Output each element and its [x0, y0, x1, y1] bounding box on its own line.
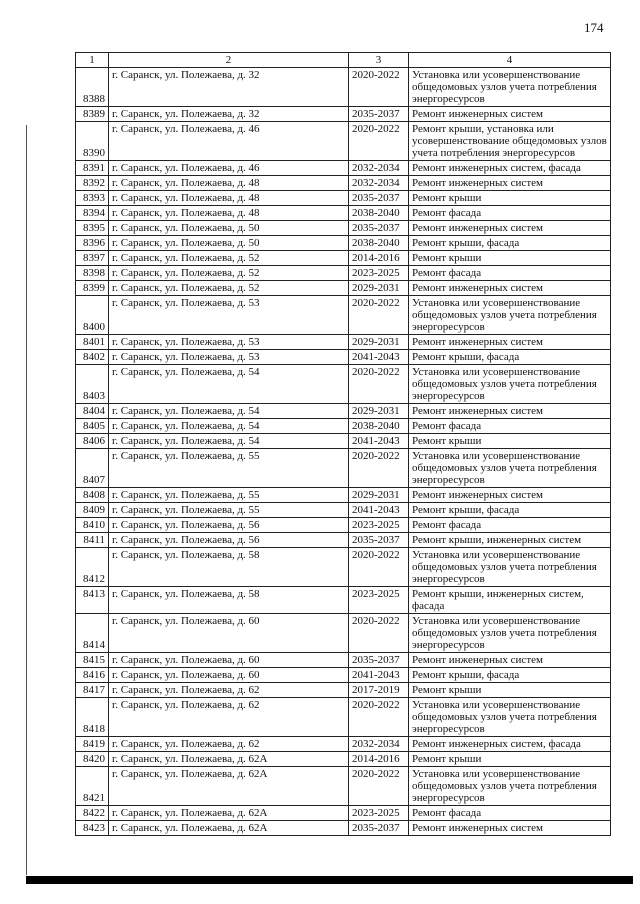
row-address: г. Саранск, ул. Полежаева, д. 54	[109, 365, 349, 404]
row-number: 8392	[76, 176, 109, 191]
row-number: 8394	[76, 206, 109, 221]
row-period: 2020-2022	[349, 698, 409, 737]
row-address: г. Саранск, ул. Полежаева, д. 56	[109, 518, 349, 533]
table-row	[76, 350, 611, 365]
row-number: 8413	[76, 587, 109, 614]
row-number: 8406	[76, 434, 109, 449]
row-work-type: Установка или усовершенствование общедомовых узлов учета потребления энергоресурсов	[409, 68, 611, 107]
row-address: г. Саранск, ул. Полежаева, д. 48	[109, 206, 349, 221]
row-number: 8414	[76, 614, 109, 653]
row-period: 2020-2022	[349, 767, 409, 806]
row-number: 8389	[76, 107, 109, 122]
row-period: 2020-2022	[349, 614, 409, 653]
scan-bottom-edge	[26, 876, 633, 884]
row-address: г. Саранск, ул. Полежаева, д. 52	[109, 281, 349, 296]
row-number: 8404	[76, 404, 109, 419]
row-number: 8403	[76, 365, 109, 404]
row-period: 2020-2022	[349, 296, 409, 335]
row-address: г. Саранск, ул. Полежаева, д. 62	[109, 698, 349, 737]
table-row	[76, 767, 611, 806]
column-header: 3	[349, 53, 409, 68]
table-row	[76, 587, 611, 614]
row-number: 8402	[76, 350, 109, 365]
row-number: 8422	[76, 806, 109, 821]
table-row	[76, 737, 611, 752]
row-work-type: Ремонт инженерных систем	[409, 281, 611, 296]
table-header-row	[76, 53, 611, 68]
table-row	[76, 236, 611, 251]
row-address: г. Саранск, ул. Полежаева, д. 62	[109, 737, 349, 752]
row-address: г. Саранск, ул. Полежаева, д. 62А	[109, 821, 349, 836]
row-number: 8399	[76, 281, 109, 296]
row-work-type: Установка или усовершенствование общедомовых узлов учета потребления энергоресурсов	[409, 698, 611, 737]
table-row	[76, 449, 611, 488]
row-number: 8417	[76, 683, 109, 698]
table-row	[76, 698, 611, 737]
row-address: г. Саранск, ул. Полежаева, д. 62А	[109, 752, 349, 767]
row-period: 2041-2043	[349, 434, 409, 449]
row-work-type: Ремонт крыши, фасада	[409, 503, 611, 518]
table-row	[76, 752, 611, 767]
row-number: 8423	[76, 821, 109, 836]
row-work-type: Ремонт инженерных систем, фасада	[409, 737, 611, 752]
row-period: 2023-2025	[349, 587, 409, 614]
table-row	[76, 191, 611, 206]
row-work-type: Установка или усовершенствование общедомовых узлов учета потребления энергоресурсов	[409, 548, 611, 587]
table-row	[76, 161, 611, 176]
row-number: 8388	[76, 68, 109, 107]
row-address: г. Саранск, ул. Полежаева, д. 54	[109, 434, 349, 449]
row-address: г. Саранск, ул. Полежаева, д. 46	[109, 122, 349, 161]
row-period: 2014-2016	[349, 251, 409, 266]
row-period: 2038-2040	[349, 206, 409, 221]
row-work-type: Ремонт крыши, фасада	[409, 668, 611, 683]
repair-schedule-table	[75, 52, 611, 836]
row-work-type: Ремонт инженерных систем	[409, 821, 611, 836]
row-number: 8407	[76, 449, 109, 488]
row-address: г. Саранск, ул. Полежаева, д. 55	[109, 449, 349, 488]
row-period: 2035-2037	[349, 821, 409, 836]
table-row	[76, 518, 611, 533]
row-period: 2023-2025	[349, 518, 409, 533]
table-row	[76, 503, 611, 518]
row-number: 8391	[76, 161, 109, 176]
row-work-type: Ремонт крыши	[409, 752, 611, 767]
row-address: г. Саранск, ул. Полежаева, д. 58	[109, 587, 349, 614]
row-work-type: Ремонт инженерных систем	[409, 176, 611, 191]
row-period: 2020-2022	[349, 365, 409, 404]
row-period: 2035-2037	[349, 533, 409, 548]
row-address: г. Саранск, ул. Полежаева, д. 62А	[109, 767, 349, 806]
row-address: г. Саранск, ул. Полежаева, д. 48	[109, 191, 349, 206]
row-number: 8411	[76, 533, 109, 548]
row-period: 2029-2031	[349, 281, 409, 296]
row-period: 2038-2040	[349, 236, 409, 251]
page-number: 174	[584, 20, 604, 35]
row-period: 2020-2022	[349, 68, 409, 107]
row-address: г. Саранск, ул. Полежаева, д. 60	[109, 614, 349, 653]
table-row	[76, 821, 611, 836]
table-row	[76, 221, 611, 236]
row-period: 2032-2034	[349, 176, 409, 191]
row-address: г. Саранск, ул. Полежаева, д. 53	[109, 350, 349, 365]
row-period: 2023-2025	[349, 806, 409, 821]
row-period: 2020-2022	[349, 548, 409, 587]
table-row	[76, 806, 611, 821]
row-address: г. Саранск, ул. Полежаева, д. 54	[109, 404, 349, 419]
row-work-type: Установка или усовершенствование общедомовых узлов учета потребления энергоресурсов	[409, 449, 611, 488]
row-work-type: Ремонт инженерных систем	[409, 221, 611, 236]
row-work-type: Ремонт фасада	[409, 806, 611, 821]
row-address: г. Саранск, ул. Полежаева, д. 32	[109, 68, 349, 107]
row-work-type: Ремонт крыши, инженерных систем, фасада	[409, 587, 611, 614]
row-work-type: Ремонт крыши	[409, 191, 611, 206]
row-number: 8412	[76, 548, 109, 587]
row-work-type: Установка или усовершенствование общедомовых узлов учета потребления энергоресурсов	[409, 767, 611, 806]
row-work-type: Ремонт инженерных систем, фасада	[409, 161, 611, 176]
row-number: 8418	[76, 698, 109, 737]
row-address: г. Саранск, ул. Полежаева, д. 46	[109, 161, 349, 176]
row-period: 2035-2037	[349, 107, 409, 122]
row-work-type: Ремонт крыши	[409, 434, 611, 449]
row-number: 8408	[76, 488, 109, 503]
table-row	[76, 533, 611, 548]
row-period: 2020-2022	[349, 122, 409, 161]
row-number: 8395	[76, 221, 109, 236]
row-work-type: Ремонт инженерных систем	[409, 488, 611, 503]
table-row	[76, 266, 611, 281]
row-number: 8409	[76, 503, 109, 518]
row-number: 8410	[76, 518, 109, 533]
table-row	[76, 488, 611, 503]
row-address: г. Саранск, ул. Полежаева, д. 62А	[109, 806, 349, 821]
table-row	[76, 176, 611, 191]
row-work-type: Ремонт фасада	[409, 266, 611, 281]
column-header: 4	[409, 53, 611, 68]
row-address: г. Саранск, ул. Полежаева, д. 32	[109, 107, 349, 122]
table-row	[76, 122, 611, 161]
row-period: 2014-2016	[349, 752, 409, 767]
row-period: 2041-2043	[349, 350, 409, 365]
row-address: г. Саранск, ул. Полежаева, д. 60	[109, 668, 349, 683]
row-number: 8421	[76, 767, 109, 806]
table-row	[76, 404, 611, 419]
row-number: 8401	[76, 335, 109, 350]
row-number: 8390	[76, 122, 109, 161]
row-period: 2023-2025	[349, 266, 409, 281]
table-row	[76, 68, 611, 107]
row-work-type: Установка или усовершенствование общедомовых узлов учета потребления энергоресурсов	[409, 365, 611, 404]
row-address: г. Саранск, ул. Полежаева, д. 56	[109, 533, 349, 548]
row-period: 2035-2037	[349, 221, 409, 236]
row-period: 2035-2037	[349, 653, 409, 668]
column-header: 2	[109, 53, 349, 68]
scan-left-edge	[26, 125, 27, 875]
row-work-type: Ремонт крыши, установка или усовершенствование общедомовых узлов учета потребления энергоресурсов	[409, 122, 611, 161]
table-row	[76, 296, 611, 335]
row-address: г. Саранск, ул. Полежаева, д. 55	[109, 488, 349, 503]
row-number: 8396	[76, 236, 109, 251]
table-row	[76, 335, 611, 350]
row-work-type: Ремонт инженерных систем	[409, 404, 611, 419]
row-address: г. Саранск, ул. Полежаева, д. 53	[109, 335, 349, 350]
row-work-type: Ремонт крыши	[409, 251, 611, 266]
row-address: г. Саранск, ул. Полежаева, д. 52	[109, 251, 349, 266]
row-address: г. Саранск, ул. Полежаева, д. 55	[109, 503, 349, 518]
table-row	[76, 653, 611, 668]
row-number: 8415	[76, 653, 109, 668]
table-row	[76, 365, 611, 404]
table-row	[76, 668, 611, 683]
row-period: 2029-2031	[349, 404, 409, 419]
row-work-type: Ремонт крыши	[409, 683, 611, 698]
row-work-type: Ремонт фасада	[409, 206, 611, 221]
row-work-type: Ремонт фасада	[409, 518, 611, 533]
table-row	[76, 107, 611, 122]
table-row	[76, 206, 611, 221]
row-number: 8419	[76, 737, 109, 752]
table-row	[76, 434, 611, 449]
row-work-type: Ремонт инженерных систем	[409, 653, 611, 668]
row-address: г. Саранск, ул. Полежаева, д. 50	[109, 236, 349, 251]
row-number: 8420	[76, 752, 109, 767]
row-period: 2029-2031	[349, 488, 409, 503]
row-work-type: Ремонт фасада	[409, 419, 611, 434]
row-address: г. Саранск, ул. Полежаева, д. 50	[109, 221, 349, 236]
row-work-type: Ремонт инженерных систем	[409, 107, 611, 122]
row-number: 8398	[76, 266, 109, 281]
row-period: 2041-2043	[349, 503, 409, 518]
row-work-type: Установка или усовершенствование общедомовых узлов учета потребления энергоресурсов	[409, 614, 611, 653]
table-row	[76, 683, 611, 698]
row-period: 2035-2037	[349, 191, 409, 206]
row-work-type: Установка или усовершенствование общедомовых узлов учета потребления энергоресурсов	[409, 296, 611, 335]
row-work-type: Ремонт инженерных систем	[409, 335, 611, 350]
column-header: 1	[76, 53, 109, 68]
row-work-type: Ремонт крыши, фасада	[409, 236, 611, 251]
row-work-type: Ремонт крыши, фасада	[409, 350, 611, 365]
row-address: г. Саранск, ул. Полежаева, д. 52	[109, 266, 349, 281]
row-period: 2032-2034	[349, 737, 409, 752]
table-row	[76, 548, 611, 587]
row-address: г. Саранск, ул. Полежаева, д. 54	[109, 419, 349, 434]
table-row	[76, 281, 611, 296]
table-row	[76, 419, 611, 434]
row-period: 2041-2043	[349, 668, 409, 683]
row-work-type: Ремонт крыши, инженерных систем	[409, 533, 611, 548]
row-address: г. Саранск, ул. Полежаева, д. 62	[109, 683, 349, 698]
row-period: 2017-2019	[349, 683, 409, 698]
row-address: г. Саранск, ул. Полежаева, д. 58	[109, 548, 349, 587]
table-row	[76, 614, 611, 653]
row-number: 8393	[76, 191, 109, 206]
row-address: г. Саранск, ул. Полежаева, д. 60	[109, 653, 349, 668]
row-period: 2038-2040	[349, 419, 409, 434]
table-row	[76, 251, 611, 266]
row-period: 2029-2031	[349, 335, 409, 350]
row-address: г. Саранск, ул. Полежаева, д. 53	[109, 296, 349, 335]
row-number: 8405	[76, 419, 109, 434]
row-period: 2032-2034	[349, 161, 409, 176]
row-address: г. Саранск, ул. Полежаева, д. 48	[109, 176, 349, 191]
row-number: 8400	[76, 296, 109, 335]
row-number: 8397	[76, 251, 109, 266]
row-number: 8416	[76, 668, 109, 683]
row-period: 2020-2022	[349, 449, 409, 488]
